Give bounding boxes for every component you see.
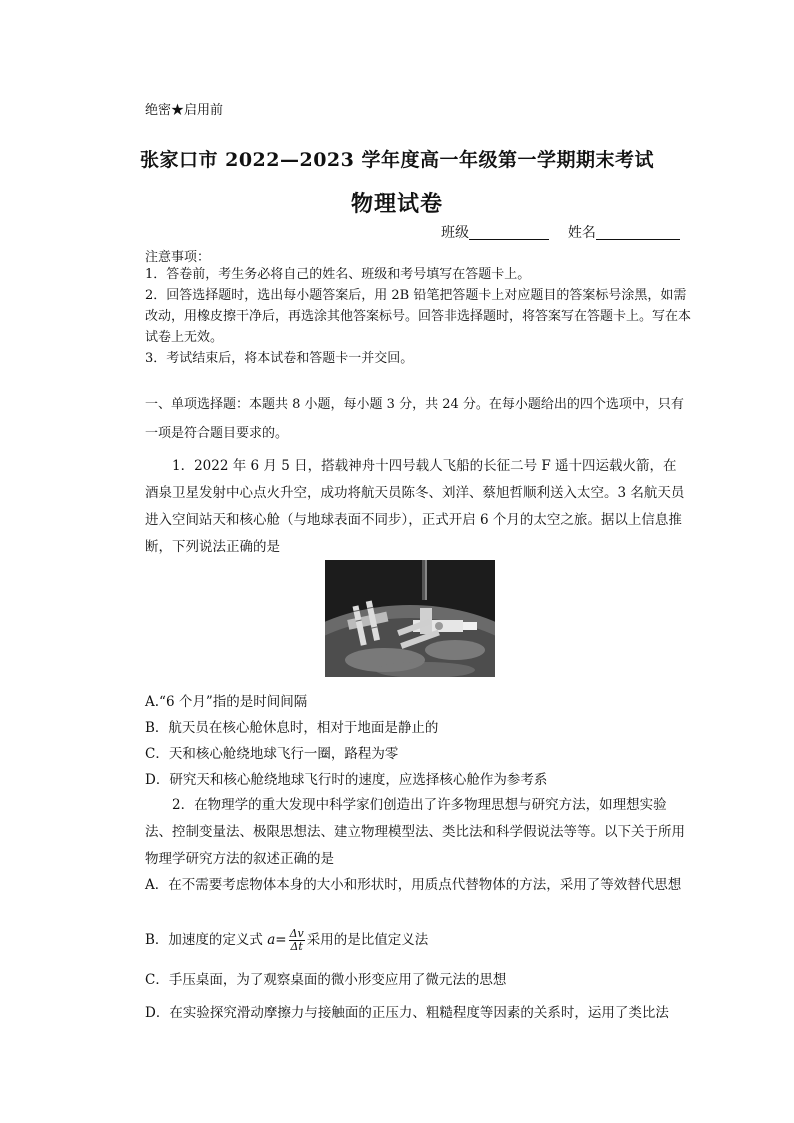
question-2-option-d: D．在实验探究滑动摩擦力与接触面的正压力、粗糙程度等因素的关系时，运用了类比法 — [145, 1005, 669, 1021]
notes-title: 注意事项： — [145, 250, 211, 265]
acceleration-symbol: a — [267, 932, 276, 948]
question-1-option-d: D．研究天和核心舱绕地球飞行时的速度，应选择核心舱作为参考系 — [145, 772, 548, 788]
section-1-heading: 一、单项选择题：本题共 8 小题，每小题 3 分，共 24 分。在每小题给出的四个选项中，只有一项是符合题目要求的。 — [145, 397, 684, 441]
delta-v-over-delta-t — [289, 928, 305, 953]
space-station-image — [325, 560, 495, 677]
class-blank[interactable] — [469, 225, 549, 240]
question-2-option-c: C．手压桌面，为了观察桌面的微小形变应用了微元法的思想 — [145, 972, 507, 988]
exam-title: 张家口市 2022—2023 学年度高一年级第一学期期末考试 — [140, 149, 654, 171]
student-info-line — [441, 222, 680, 242]
note-item-3: 3．考试结束后，将本试卷和答题卡一并交回。 — [145, 351, 414, 366]
note-item-1: 1．答卷前，考生务必将自己的姓名、班级和考号填写在答题卡上。 — [145, 267, 531, 282]
option-b-prefix: B．加速度的定义式 — [145, 932, 263, 948]
fraction-denominator: Δt — [290, 940, 303, 953]
question-1-option-a: A.“6 个月”指的是时间间隔 — [145, 694, 308, 710]
question-2-option-a: A．在不需要考虑物体本身的大小和形状时，用质点代替物体的方法，采用了等效替代思想 — [145, 877, 682, 893]
question-2-option-b — [145, 928, 428, 953]
confidential-mark: 绝密★启用前 — [145, 103, 224, 118]
fraction-numerator: Δv — [289, 927, 304, 940]
class-label: 班级 — [441, 225, 469, 241]
question-1-stem: 1．2022 年 6 月 5 日，搭载神舟十四号载人飞船的长征二号 F 遥十四运载火箭，在酒泉卫星发射中心点火升空，成功将航天员陈冬、刘洋、蔡旭哲顺利送入太空。3 名航天员进入空间站天和核心舱（与地球表面不同步），正式开启 6 个月的太空之旅。据以上信息推断，下列说法正确的是 — [145, 458, 685, 555]
question-1-option-c: C．天和核心舱绕地球飞行一圈，路程为零 — [145, 746, 399, 762]
name-label: 姓名 — [567, 225, 596, 241]
space-station-photo — [325, 560, 495, 677]
option-b-suffix: 采用的是比值定义法 — [306, 932, 429, 948]
question-2-stem: 2．在物理学的重大发现中科学家们创造出了许多物理思想与研究方法，如理想实验法、控制变量法、极限思想法、建立物理模型法、类比法和科学假说法等等。以下关于所用物理学研究方法的叙述正确的是 — [145, 797, 685, 867]
name-blank[interactable] — [596, 225, 680, 240]
note-item-2: 2．回答选择题时，选出每小题答案后，用 2B 铅笔把答题卡上对应题目的答案标号涂黑，如需改动，用橡皮擦干净后，再选涂其他答案标号。回答非选择题时，将答案写在答题卡上。写在本试卷上无效。 — [145, 288, 692, 345]
equals-sign: = — [275, 932, 287, 948]
question-1-option-b: B．航天员在核心舱休息时，相对于地面是静止的 — [145, 720, 439, 736]
subject-title: 物理试卷 — [350, 191, 443, 217]
